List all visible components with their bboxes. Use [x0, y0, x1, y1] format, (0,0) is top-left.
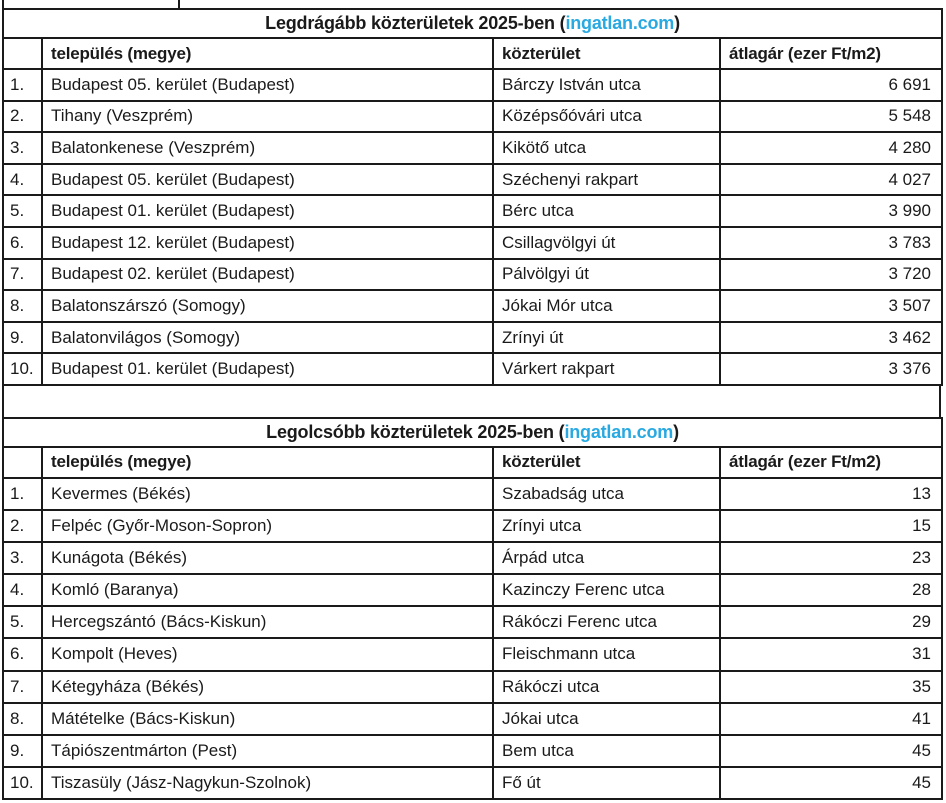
table-title-row [3, 9, 942, 38]
street-cell: Zrínyi utca [493, 510, 720, 542]
rank-cell: 5. [3, 606, 42, 638]
price-cell: 3 990 [720, 195, 942, 227]
price-cell: 3 783 [720, 227, 942, 259]
table-row [3, 69, 942, 101]
column-header-row [3, 447, 942, 478]
price-cell: 45 [720, 767, 942, 799]
settlement-cell: Kompolt (Heves) [42, 638, 493, 670]
column-header-street: közterület [493, 447, 720, 478]
column-header-price: átlagár (ezer Ft/m2) [720, 447, 942, 478]
street-cell: Fő út [493, 767, 720, 799]
rank-cell: 9. [3, 322, 42, 354]
street-cell: Jókai utca [493, 703, 720, 735]
settlement-cell: Balatonvilágos (Somogy) [42, 322, 493, 354]
price-cell: 3 720 [720, 259, 942, 291]
title-text: Legolcsóbb közterületek 2025-ben ( [266, 421, 565, 442]
settlement-cell: Budapest 05. kerület (Budapest) [42, 69, 493, 101]
price-cell: 3 462 [720, 322, 942, 354]
rank-cell: 8. [3, 290, 42, 322]
title-text-close: ) [674, 13, 680, 33]
table-row [3, 606, 942, 638]
street-cell: Csillagvölgyi út [493, 227, 720, 259]
street-cell: Kazinczy Ferenc utca [493, 574, 720, 606]
price-cell: 29 [720, 606, 942, 638]
table-row [3, 735, 942, 767]
column-header-settlement: település (megye) [42, 447, 493, 478]
table-row [3, 510, 942, 542]
price-cell: 5 548 [720, 101, 942, 133]
table-row [3, 671, 942, 703]
cell-border-segment [2, 0, 4, 8]
table-row [3, 478, 942, 510]
rank-cell: 1. [3, 478, 42, 510]
price-cell: 3 507 [720, 290, 942, 322]
price-cell: 3 376 [720, 353, 942, 385]
settlement-cell: Tiszasüly (Jász-Nagykun-Szolnok) [42, 767, 493, 799]
table-title [3, 418, 942, 447]
price-cell: 28 [720, 574, 942, 606]
rank-cell: 9. [3, 735, 42, 767]
street-cell: Fleischmann utca [493, 638, 720, 670]
settlement-cell: Hercegszántó (Bács-Kiskun) [42, 606, 493, 638]
rank-cell: 5. [3, 195, 42, 227]
price-cell: 13 [720, 478, 942, 510]
table-row [3, 638, 942, 670]
street-cell: Rákóczi Ferenc utca [493, 606, 720, 638]
column-header-rank [3, 447, 42, 478]
price-cell: 41 [720, 703, 942, 735]
street-cell: Rákóczi utca [493, 671, 720, 703]
table-row [3, 542, 942, 574]
table-row [3, 227, 942, 259]
street-cell: Bárczy István utca [493, 69, 720, 101]
rank-cell: 7. [3, 259, 42, 291]
settlement-cell: Tápiószentmárton (Pest) [42, 735, 493, 767]
street-cell: Pálvölgyi út [493, 259, 720, 291]
table-row [3, 322, 942, 354]
rank-cell: 8. [3, 703, 42, 735]
street-cell: Kikötő utca [493, 132, 720, 164]
table-title [3, 9, 942, 38]
rank-cell: 10. [3, 353, 42, 385]
table-row [3, 259, 942, 291]
price-cell: 4 280 [720, 132, 942, 164]
rank-cell: 6. [3, 227, 42, 259]
table-row [3, 132, 942, 164]
table-row [3, 353, 942, 385]
table-row [3, 703, 942, 735]
column-header-price: átlagár (ezer Ft/m2) [720, 38, 942, 69]
table-row [3, 195, 942, 227]
price-cell: 6 691 [720, 69, 942, 101]
settlement-cell: Tihany (Veszprém) [42, 101, 493, 133]
settlement-cell: Budapest 01. kerület (Budapest) [42, 195, 493, 227]
price-cell: 45 [720, 735, 942, 767]
cell-border-segment [178, 0, 180, 8]
title-text-close: ) [673, 421, 679, 442]
cheapest-table [2, 417, 943, 800]
table-row [3, 164, 942, 196]
rank-cell: 3. [3, 132, 42, 164]
rank-cell: 4. [3, 164, 42, 196]
rank-cell: 7. [3, 671, 42, 703]
settlement-cell: Budapest 02. kerület (Budapest) [42, 259, 493, 291]
column-header-street: közterület [493, 38, 720, 69]
source-link: ingatlan.com [564, 421, 674, 442]
table-row [3, 290, 942, 322]
rank-cell: 3. [3, 542, 42, 574]
settlement-cell: Balatonszárszó (Somogy) [42, 290, 493, 322]
settlement-cell: Kétegyháza (Békés) [42, 671, 493, 703]
street-cell: Zrínyi út [493, 322, 720, 354]
table-row [3, 574, 942, 606]
rank-cell: 1. [3, 69, 42, 101]
rank-cell: 10. [3, 767, 42, 799]
settlement-cell: Kevermes (Békés) [42, 478, 493, 510]
settlement-cell: Budapest 01. kerület (Budapest) [42, 353, 493, 385]
settlement-cell: Budapest 05. kerület (Budapest) [42, 164, 493, 196]
price-cell: 31 [720, 638, 942, 670]
column-header-settlement: település (megye) [42, 38, 493, 69]
settlement-cell: Balatonkenese (Veszprém) [42, 132, 493, 164]
price-cell: 4 027 [720, 164, 942, 196]
column-header-row [3, 38, 942, 69]
most-expensive-table [2, 8, 943, 386]
settlement-cell: Felpéc (Győr-Moson-Sopron) [42, 510, 493, 542]
price-cell: 15 [720, 510, 942, 542]
settlement-cell: Komló (Baranya) [42, 574, 493, 606]
table-row [3, 101, 942, 133]
title-text: Legdrágább közterületek 2025-ben ( [265, 13, 566, 33]
column-header-rank [3, 38, 42, 69]
street-cell: Szabadság utca [493, 478, 720, 510]
table-title-row [3, 418, 942, 447]
street-cell: Várkert rakpart [493, 353, 720, 385]
street-cell: Bem utca [493, 735, 720, 767]
street-cell: Árpád utca [493, 542, 720, 574]
empty-spacer-row [2, 386, 941, 417]
price-cell: 35 [720, 671, 942, 703]
rank-cell: 2. [3, 101, 42, 133]
street-cell: Középsőóvári utca [493, 101, 720, 133]
rank-cell: 6. [3, 638, 42, 670]
partial-top-row [0, 0, 946, 8]
settlement-cell: Kunágota (Békés) [42, 542, 493, 574]
table-row [3, 767, 942, 799]
street-cell: Széchenyi rakpart [493, 164, 720, 196]
street-cell: Jókai Mór utca [493, 290, 720, 322]
source-link: ingatlan.com [565, 13, 675, 33]
settlement-cell: Mátételke (Bács-Kiskun) [42, 703, 493, 735]
rank-cell: 2. [3, 510, 42, 542]
street-cell: Bérc utca [493, 195, 720, 227]
price-cell: 23 [720, 542, 942, 574]
rank-cell: 4. [3, 574, 42, 606]
settlement-cell: Budapest 12. kerület (Budapest) [42, 227, 493, 259]
